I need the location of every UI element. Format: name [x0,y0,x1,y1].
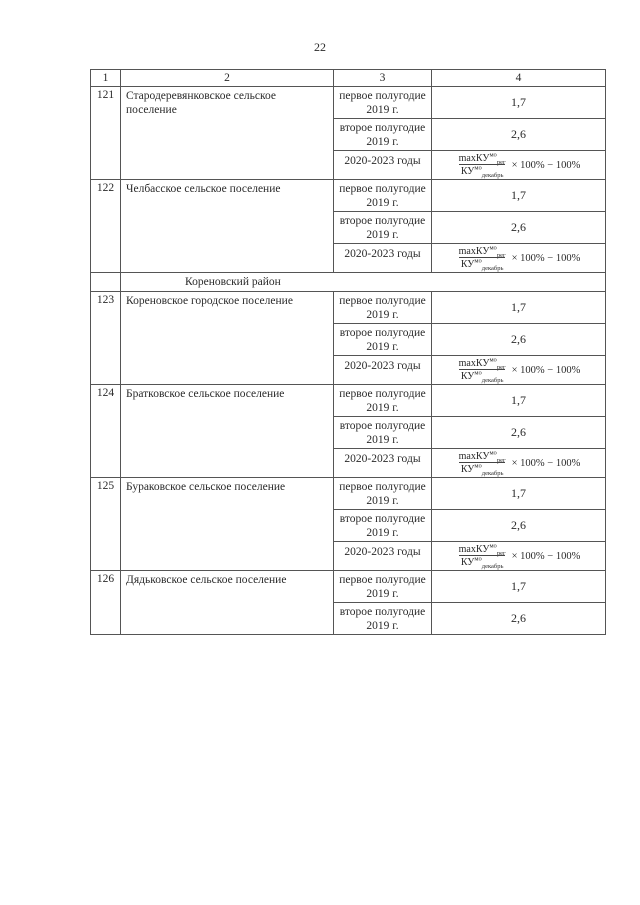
denominator-main: КУ [460,259,475,270]
value-first-half: 1,7 [432,87,606,119]
period-first-half: первое полугодие 2019 г. [334,478,432,510]
formula-cell [432,244,606,273]
header-cell-2: 2 [121,70,334,87]
period-years: 2020-2023 годы [334,356,432,385]
settlement-name: Челбасское сельское поселение [121,180,334,273]
value-first-half: 1,7 [432,478,606,510]
formula-numerator [457,153,508,164]
denominator-main: КУ [460,371,475,382]
denominator-superscript: мо [474,257,482,265]
numerator-superscript: мо [489,356,497,364]
numerator-main: maxКУ [458,451,490,462]
formula-cell [432,151,606,180]
formula-fraction [457,358,508,382]
settlement-name: Стародеревянковское сельское поселение [121,87,334,180]
growth-formula [434,451,603,475]
header-cell-1: 1 [91,70,121,87]
value-second-half: 2,6 [432,510,606,542]
row-number: 125 [91,478,121,571]
value-first-half: 1,7 [432,292,606,324]
period-second-half: второе полугодие 2019 г. [334,119,432,151]
value-first-half: 1,7 [432,385,606,417]
value-second-half: 2,6 [432,603,606,635]
district-row [91,273,606,292]
numerator-main: maxКУ [458,358,490,369]
table-row [91,180,606,212]
denominator-main: КУ [460,166,475,177]
table-row [91,292,606,324]
table-body [91,87,606,635]
period-first-half: первое полугодие 2019 г. [334,571,432,603]
period-first-half: первое полугодие 2019 г. [334,180,432,212]
table-row [91,571,606,603]
numerator-superscript: мо [489,151,497,159]
numerator-main: maxКУ [458,246,490,257]
growth-formula [434,246,603,270]
numerator-main: maxКУ [458,153,490,164]
denominator-subscript: декабрь [481,265,504,272]
period-years: 2020-2023 годы [334,542,432,571]
formula-cell [432,356,606,385]
period-years: 2020-2023 годы [334,151,432,180]
denominator-subscript: декабрь [481,470,504,477]
numerator-superscript: мо [489,244,497,252]
formula-numerator [457,246,508,257]
formula-fraction [457,544,508,568]
period-first-half: первое полугодие 2019 г. [334,292,432,324]
numerator-main: maxКУ [458,544,490,555]
formula-numerator [457,544,508,555]
denominator-subscript: декабрь [481,563,504,570]
row-number: 126 [91,571,121,635]
value-first-half: 1,7 [432,571,606,603]
formula-numerator [457,451,508,462]
value-first-half: 1,7 [432,180,606,212]
value-second-half: 2,6 [432,212,606,244]
period-years: 2020-2023 годы [334,244,432,273]
value-second-half: 2,6 [432,324,606,356]
formula-denominator [459,257,506,270]
denominator-subscript: декабрь [481,172,504,179]
formula-denominator [459,164,506,177]
value-second-half: 2,6 [432,119,606,151]
denominator-superscript: мо [474,462,482,470]
value-second-half: 2,6 [432,417,606,449]
tariff-table [90,69,606,635]
header-cell-3: 3 [334,70,432,87]
formula-tail: × 100% − 100% [511,364,581,376]
denominator-main: КУ [460,464,475,475]
denominator-superscript: мо [474,164,482,172]
table-row [91,385,606,417]
settlement-name: Дядьковское сельское поселение [121,571,334,635]
growth-formula [434,358,603,382]
period-second-half: второе полугодие 2019 г. [334,212,432,244]
formula-tail: × 100% − 100% [511,457,581,469]
period-first-half: первое полугодие 2019 г. [334,87,432,119]
table-row [91,478,606,510]
period-second-half: второе полугодие 2019 г. [334,510,432,542]
period-years: 2020-2023 годы [334,449,432,478]
formula-denominator [459,369,506,382]
numerator-subscript: рег [496,457,506,464]
formula-tail: × 100% − 100% [511,159,581,171]
numerator-subscript: рег [496,550,506,557]
growth-formula [434,153,603,177]
numerator-superscript: мо [489,542,497,550]
formula-denominator [459,555,506,568]
row-number: 123 [91,292,121,385]
header-cell-4: 4 [432,70,606,87]
formula-cell [432,542,606,571]
settlement-name: Бураковское сельское поселение [121,478,334,571]
numerator-superscript: мо [489,449,497,457]
row-number: 122 [91,180,121,273]
row-number: 124 [91,385,121,478]
numerator-subscript: рег [496,159,506,166]
formula-tail: × 100% − 100% [511,550,581,562]
page-number: 22 [314,40,326,54]
numerator-subscript: рег [496,252,506,259]
formula-denominator [459,462,506,475]
denominator-main: КУ [460,557,475,568]
table-row [91,87,606,119]
formula-numerator [457,358,508,369]
denominator-subscript: декабрь [481,377,504,384]
numerator-subscript: рег [496,364,506,371]
growth-formula [434,544,603,568]
formula-cell [432,449,606,478]
denominator-superscript: мо [474,555,482,563]
period-second-half: второе полугодие 2019 г. [334,324,432,356]
period-second-half: второе полугодие 2019 г. [334,417,432,449]
denominator-superscript: мо [474,369,482,377]
period-first-half: первое полугодие 2019 г. [334,385,432,417]
settlement-name: Братковское сельское поселение [121,385,334,478]
district-name: Кореновский район [121,273,606,292]
formula-fraction [457,246,508,270]
row-number: 121 [91,87,121,180]
period-second-half: второе полугодие 2019 г. [334,603,432,635]
district-num-cell [91,273,121,292]
formula-fraction [457,153,508,177]
formula-fraction [457,451,508,475]
formula-tail: × 100% − 100% [511,252,581,264]
header-row [91,70,606,87]
settlement-name: Кореновское городское поселение [121,292,334,385]
